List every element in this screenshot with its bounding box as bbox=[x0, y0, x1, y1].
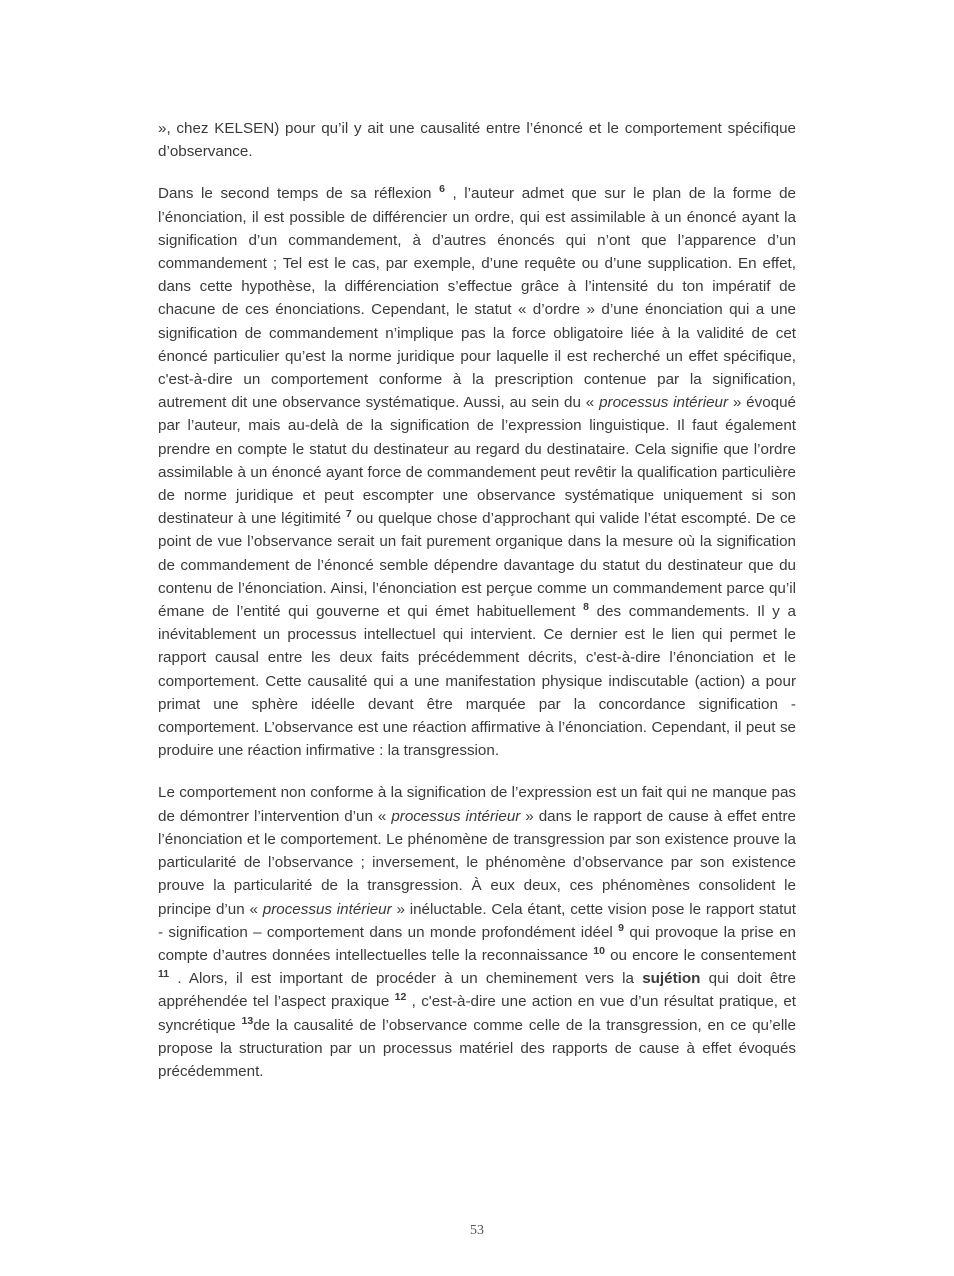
footnote-ref: 13 bbox=[241, 1014, 254, 1027]
text-run: . Alors, il est important de procéder à un cheminement vers la bbox=[169, 970, 643, 988]
footnote-ref: 11 bbox=[158, 968, 170, 981]
text-run: » évoqué par l’auteur, mais au-delà de la signification de l’expression linguistique. Il faut également prendre en compte le statut du destinateur au regard du destinataire. Cela signifie que l’ordre assimilable à un énoncé ayant force de commandement peut revêtir la qualification particulière de norme juridique et peut escompter une observance systématique uniquement si son destinateur à une légitimité bbox=[158, 394, 796, 528]
text-run: ou quelque chose d’approchant qui valide l’état escompté. De ce point de vue l’observance serait un fait purement organique dans la mesure où la signification de commandement de l’énoncé semble dépendre davantage du statut du destinateur que du contenu de l’énonciation. Ainsi, l’énonciation est perçue comme un commandement parce qu’il émane de l’entité qui gouverne et qui émet habituellement bbox=[158, 510, 796, 621]
text-run: des commandements. Il y a inévitablement un processus intellectuel qui intervient. Ce dernier est le lien qui permet le rapport causal entre les deux faits précédemment décrits, c'est-à-dire l’énonciation et le comportement. Cette causalité qui a une manifestation physique indiscutable (action) a pour primat une sphère idéelle devant être marquée par la concordance signification - comportement. L’observance est une réaction affirmative à l’énonciation. Cependant, il peut se produire une réaction infirmative : la transgression. bbox=[158, 603, 796, 760]
footnote-ref: 7 bbox=[345, 508, 352, 521]
page-number: 53 bbox=[470, 1223, 484, 1238]
text-run: » inéluctable. Cela étant, cette vision pose le rapport statut - signification – comportement dans un monde profondément idéel bbox=[158, 900, 796, 941]
text-run: ou encore le consentement bbox=[604, 946, 797, 964]
italic-term: processus intérieur bbox=[599, 394, 729, 412]
footnote-ref: 6 bbox=[439, 183, 445, 196]
paragraph-1 bbox=[158, 117, 796, 163]
text-run: , c'est-à-dire une action en vue d’un résultat pratique, et syncrétique bbox=[158, 993, 797, 1034]
paragraph-3 bbox=[158, 781, 796, 1083]
text-run: qui doit être appréhendée tel l’aspect praxique bbox=[158, 970, 796, 1011]
footnote-ref: 8 bbox=[583, 601, 589, 613]
bold-term: sujétion bbox=[642, 970, 701, 988]
italic-term: processus intérieur bbox=[391, 807, 521, 825]
text-run: Dans le second temps de sa réflexion bbox=[158, 185, 440, 203]
text-run: , l’auteur admet que sur le plan de la forme de l’énonciation, il est possible de différencier un ordre, qui est assimilable à un énoncé ayant la signification d’un commandement, à d’autres énoncés qui n’ont que l’apparence d’un commandement ; Tel est le cas, par exemple, d’une requête ou d’une supplication. En effet, dans cette hypothèse, la différenciation s’effectue grâce à l’intensité du ton impératif de chacune de ces énonciations. Cependant, le statut « d’ordre » d’une énonciation qui a une signification de commandement n’implique pas la force obligatoire liée à la validité de cet énoncé particulier qu’est la norme juridique pour laquelle il est recherché un effet spécifique, c'est-à-dire un comportement conforme à la prescription contenue par la signification, autrement dit une observance systématique. Aussi, au sein du « bbox=[158, 185, 797, 412]
footnote-ref: 9 bbox=[618, 921, 625, 934]
document-body bbox=[158, 117, 796, 1102]
italic-term: processus intérieur bbox=[262, 900, 392, 918]
paragraph-2 bbox=[158, 182, 796, 762]
text-run: qui provoque la prise en compte d’autres données intellectuelles telle la reconnaissance bbox=[158, 923, 796, 964]
text-run: Le comportement non conforme à la signification de l’expression est un fait qui ne manque pas de démontrer l’intervention d’un « bbox=[158, 784, 796, 825]
footnote-ref: 10 bbox=[593, 944, 605, 957]
text-run: de la causalité de l’observance comme celle de la transgression, en ce qu’elle propose la structuration par un processus matériel des rapports de cause à effet évoqués précédemment. bbox=[158, 1016, 797, 1080]
footnote-ref: 12 bbox=[394, 991, 407, 1004]
text-run: », chez KELSEN) pour qu’il y ait une causalité entre l’énoncé et le comportement spécifique d’observance. bbox=[158, 120, 796, 161]
text-run: » dans le rapport de cause à effet entre l’énonciation et le comportement. Le phénomène de transgression par son existence prouve la particularité de l’observance ; inversement, le phénomène d’observance par son existence prouve la particularité de la transgression. À eux deux, ces phénomènes consolident le principe d’un « bbox=[158, 807, 797, 918]
